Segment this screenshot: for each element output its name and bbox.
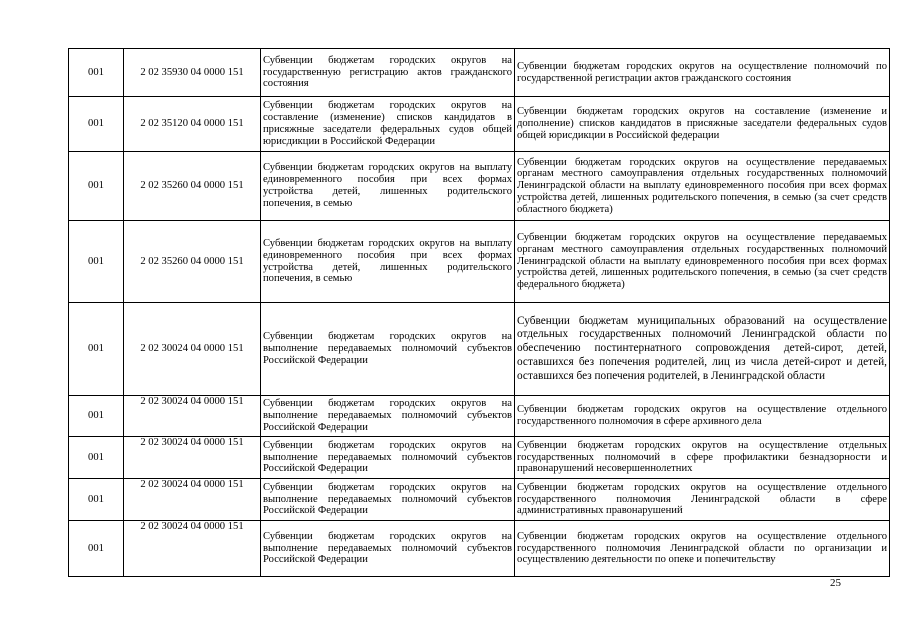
admin-code-cell: 001 (69, 396, 124, 437)
income-name-cell: Субвенции бюджетам городских округов на выполнение передаваемых полномочий субъектов Российской Федерации (261, 437, 515, 479)
budget-code-cell: 2 02 35120 04 0000 151 (124, 97, 261, 152)
budget-code-cell: 2 02 35930 04 0000 151 (124, 49, 261, 97)
description-cell: Субвенции бюджетам городских округов на осуществление отдельного государственного полномочия Ленинградской области по организации и осуществлению деятельности по опеке и попечительству (515, 521, 890, 577)
income-name-cell: Субвенции бюджетам городских округов на выполнение передаваемых полномочий субъектов Российской Федерации (261, 479, 515, 521)
income-name-cell: Субвенции бюджетам городских округов на составление (изменение) списков кандидатов в присяжные заседатели федеральных судов общей юрисдикции в Российской Федерации (261, 97, 515, 152)
description-cell: Субвенции бюджетам городских округов на осуществление отдельного государственного полномочия в сфере архивного дела (515, 396, 890, 437)
budget-code-cell: 2 02 35260 04 0000 151 (124, 152, 261, 221)
admin-code-cell: 001 (69, 49, 124, 97)
table-row (69, 303, 890, 396)
table-row (69, 221, 890, 303)
admin-code-cell: 001 (69, 97, 124, 152)
admin-code-cell: 001 (69, 303, 124, 396)
income-name-cell: Субвенции бюджетам городских округов на выполнение передаваемых полномочий субъектов Российской Федерации (261, 396, 515, 437)
budget-code-cell: 2 02 35260 04 0000 151 (124, 221, 261, 303)
description-cell: Субвенции бюджетам муниципальных образований на осуществление отдельных государственных полномочий Ленинградской области по обеспечению постинтернатного сопровождения детей-сирот, детей, оставшихся без попечения родителей, лиц из числа детей-сирот и детей, оставшихся без попечения родителей, в Ленинградской области (515, 303, 890, 396)
admin-code-cell: 001 (69, 437, 124, 479)
table-row (69, 97, 890, 152)
budget-code-cell: 2 02 30024 04 0000 151 (124, 303, 261, 396)
table-row (69, 396, 890, 437)
budget-code-cell: 2 02 30024 04 0000 151 (124, 521, 261, 577)
budget-code-cell: 2 02 30024 04 0000 151 (124, 437, 261, 479)
admin-code-cell: 001 (69, 152, 124, 221)
subventions-table (68, 48, 890, 577)
table-row (69, 479, 890, 521)
table-row (69, 521, 890, 577)
income-name-cell: Субвенции бюджетам городских округов на выплату единовременного пособия при всех формах устройства детей, лишенных родительского попечения, в семью (261, 221, 515, 303)
admin-code-cell: 001 (69, 521, 124, 577)
income-name-cell: Субвенции бюджетам городских округов на выполнение передаваемых полномочий субъектов Российской Федерации (261, 521, 515, 577)
description-cell: Субвенции бюджетам городских округов на осуществление передаваемых органам местного самоуправления отдельных государственных полномочий Ленинградской области на выплату единовременного пособия при всех формах устройства детей, лишенных родительского попечения, в семью (за счет средств федерального бюджета) (515, 221, 890, 303)
description-cell: Субвенции бюджетам городских округов на осуществление передаваемых органам местного самоуправления отдельных государственных полномочий Ленинградской области на выплату единовременного пособия при всех формах устройства детей, лишенных родительского попечения, в семью (за счет средств областного бюджета) (515, 152, 890, 221)
income-name-cell: Субвенции бюджетам городских округов на выполнение передаваемых полномочий субъектов Российской Федерации (261, 303, 515, 396)
page-number: 25 (830, 577, 841, 589)
budget-code-cell: 2 02 30024 04 0000 151 (124, 479, 261, 521)
income-name-cell: Субвенции бюджетам городских округов на выплату единовременного пособия при всех формах устройства детей, лишенных родительского попечения, в семью (261, 152, 515, 221)
description-cell: Субвенции бюджетам городских округов на осуществление полномочий по государственной регистрации актов гражданского состояния (515, 49, 890, 97)
table-row (69, 152, 890, 221)
table-row (69, 437, 890, 479)
description-cell: Субвенции бюджетам городских округов на осуществление отдельных государственных полномочий в сфере профилактики безнадзорности и правонарушений несовершеннолетних (515, 437, 890, 479)
table-row (69, 49, 890, 97)
budget-code-cell: 2 02 30024 04 0000 151 (124, 396, 261, 437)
income-name-cell: Субвенции бюджетам городских округов на государственную регистрацию актов гражданского состояния (261, 49, 515, 97)
description-cell: Субвенции бюджетам городских округов на составление (изменение и дополнение) списков кандидатов в присяжные заседатели федеральных судов общей юрисдикции в Российской федерации (515, 97, 890, 152)
admin-code-cell: 001 (69, 221, 124, 303)
description-cell: Субвенции бюджетам городских округов на осуществление отдельного государственного полномочия Ленинградской области в сфере административных правонарушений (515, 479, 890, 521)
admin-code-cell: 001 (69, 479, 124, 521)
